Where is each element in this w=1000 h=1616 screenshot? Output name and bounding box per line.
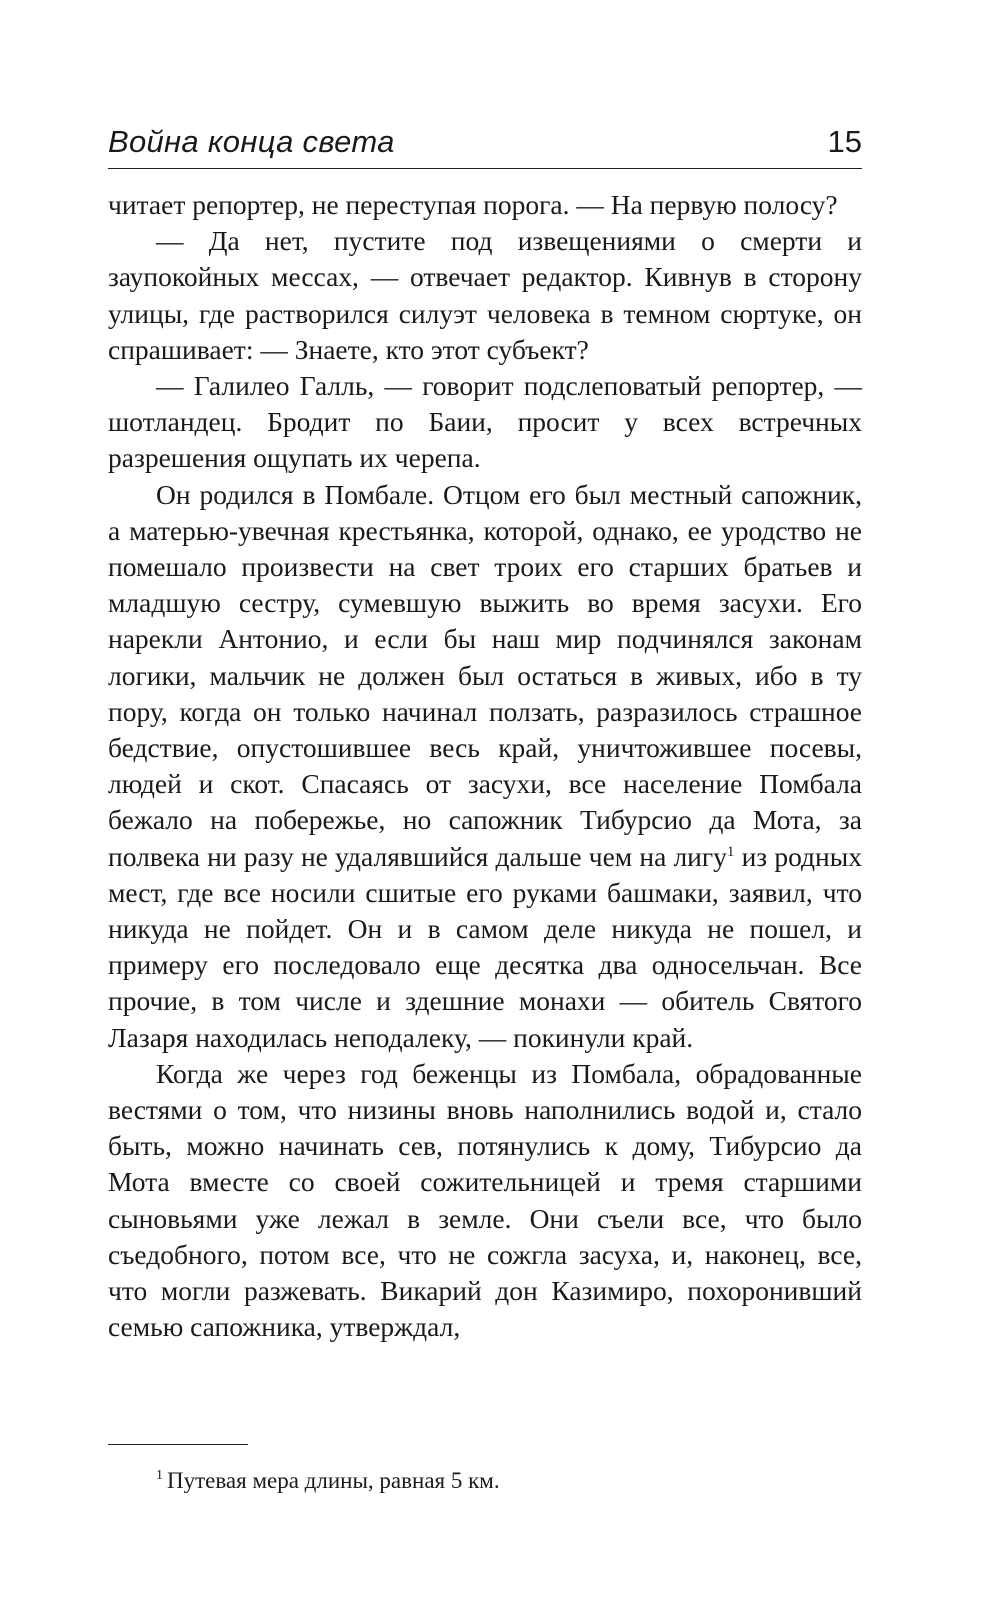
paragraph: — Да нет, пустите под извещениями о смерти и заупокойных мессах, — отвечает редактор. Кивнув в сторону улицы, где растворился силуэт человека в темном сюртуке, он спрашивает: — Знаете, кто этот субъект?: [108, 225, 862, 365]
paragraph: читает репортер, не переступая порога. — На первую полосу?: [108, 189, 838, 220]
paragraph-text: из родных мест, где все носили сшитые его руками башмаки, заявил, что никуда не пойдет. Он и в самом деле никуда не пошел, и примеру его последовало еще десятка два односельчан. Все прочие, в том числе и здешние монахи — обитель Святого Лазаря находилась неподалеку, — покинули край.: [108, 840, 862, 1053]
footnote-divider: [108, 1444, 248, 1445]
footnote: [156, 1466, 500, 1496]
paragraph: [108, 477, 862, 1056]
running-header: [108, 118, 862, 169]
page-number: 15: [827, 124, 862, 159]
footnote-text: Путевая мера длины, равная 5 км.: [167, 1468, 500, 1493]
running-title: Война конца света: [108, 124, 395, 159]
footnote-marker: 1: [156, 1468, 163, 1483]
paragraph: Когда же через год беженцы из Помбала, обрадованные вестями о том, что низины вновь наполнились водой и, стало быть, можно начинать сев, потянулись к дому, Тибурсио да Мота вместе со своей сожительницей и тремя старшими сыновьями уже лежал в земле. Они съели все, что было съедобного, потом все, что не сожгла засуха, и, наконец, все, что могли разжевать. Викарий дон Казимиро, похоронивший семью сапожника, утверждал,: [108, 1057, 862, 1343]
footnote-reference[interactable]: 1: [726, 843, 735, 860]
paragraph-text: Он родился в Помбале. Отцом его был местный сапожник, а матерью-увечная крестьянка, которой, однако, ее уродство не помешало произвести на свет троих его старших братьев и младшую сестру, сумевшую выжить во время засухи. Его нарекли Антонио, и если бы наш мир подчинялся законам логики, мальчик не должен был остаться в живых, ибо в ту пору, когда он только начинал ползать, разразилось страшное бедствие, опустошившее весь край, уничтожившее посевы, людей и скот. Спасаясь от засухи, все население Помбала бежало на побережье, но сапожник Тибурсио да Мота, за полвека ни разу не удалявшийся дальше чем на лигу: [108, 478, 862, 872]
paragraph: — Галилео Галль, — говорит подслеповатый репортер, — шотландец. Бродит по Баии, просит у всех встречных разрешения ощупать их черепа.: [108, 370, 862, 474]
body-text: [108, 187, 862, 1346]
